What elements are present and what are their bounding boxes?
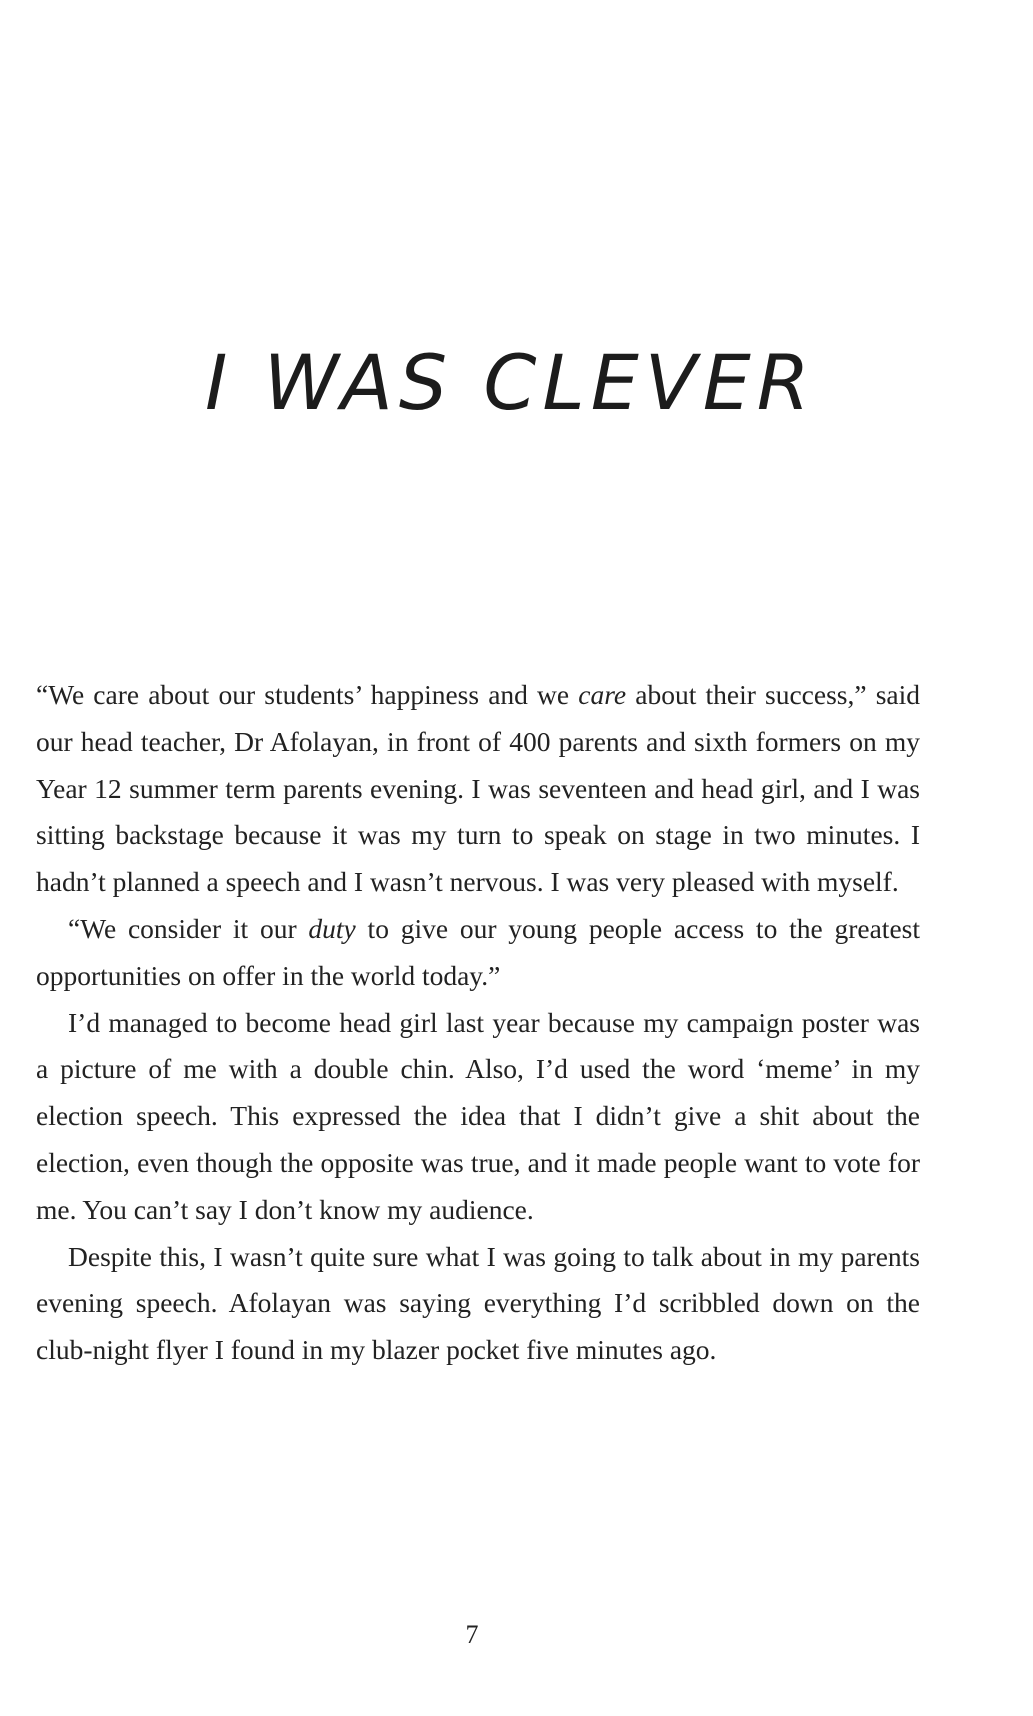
paragraph-1-text-start: “We care about our students’ happiness and we <box>36 679 579 710</box>
chapter-body <box>36 672 920 1374</box>
paragraph-1-emphasis: care <box>578 679 627 710</box>
paragraph-4 <box>36 1234 920 1374</box>
paragraph-2-emphasis: duty <box>308 912 356 944</box>
paragraph-1-text-end: about their success,” said our head teacher, Dr Afolayan, in front of 400 parents and sixth formers on my Year 12 summer term parents evening. I was seventeen and head girl, and I was sitting backstage because it was my turn to speak on stage in two minutes. I hadn’t planned a speech and I wasn’t nervous. I was very pleased with myself. <box>36 679 920 898</box>
paragraph-2 <box>36 906 920 1000</box>
paragraph-4-text: Despite this, I wasn’t quite sure what I was going to talk about in my parents evening speech. Afolayan was saying everything I’d scribbled down on the club-night flyer I found in my blazer pocket five minutes ago. <box>36 1240 920 1366</box>
paragraph-3 <box>36 1000 920 1234</box>
paragraph-1 <box>36 672 920 906</box>
paragraph-2-text-start: “We consider it our <box>68 912 309 944</box>
chapter-title: I WAS CLEVER <box>205 338 816 427</box>
page-number: 7 <box>465 1620 479 1649</box>
paragraph-3-text: I’d managed to become head girl last year because my campaign poster was a picture of me with a double chin. Also, I’d used the word ‘meme’ in my election speech. This expressed the idea that I didn’t give a shit about the election, even though the opposite was true, and it made people want to vote for me. You can’t say I don’t know my audience. <box>36 1006 920 1225</box>
paragraph-2-text-end: to give our young people access to the greatest opportunities on offer in the world today.” <box>36 912 920 991</box>
